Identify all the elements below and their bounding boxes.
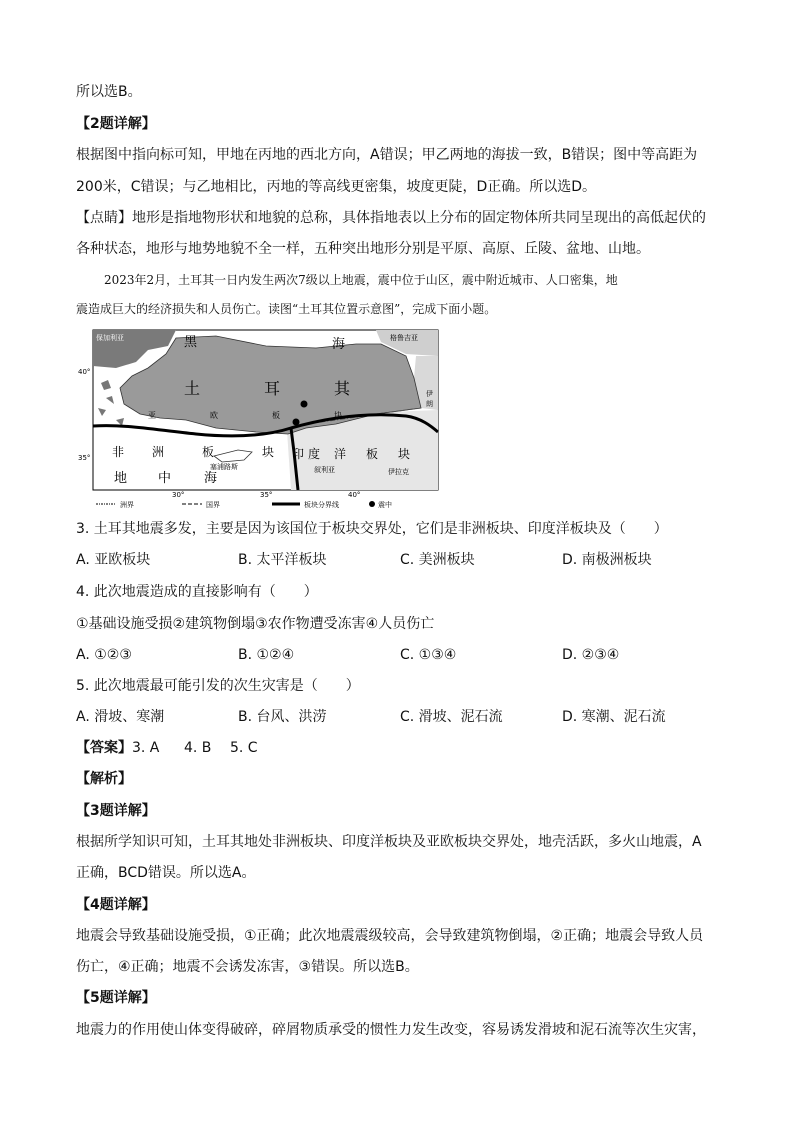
paragraph-line: 正确，BCD错误。所以选A。 (76, 865, 256, 881)
map-label-cyprus: 塞浦路斯 (210, 463, 238, 471)
legend-continent: 洲界 (120, 501, 134, 509)
lon-label-35: 35° (260, 491, 273, 499)
epicenter-marker (293, 419, 300, 426)
option-c: C. 滑坡、泥石流 (400, 709, 503, 725)
tip-paragraph: 【点睛】地形是指地物形状和地貌的总称，具体指地表以上分布的固定物体所共同呈现出的高低起伏的 (76, 210, 706, 226)
option-a: A. ①②③ (76, 647, 132, 663)
map-label-ya: 亚 (148, 411, 156, 420)
legend-border: 国界 (206, 501, 220, 509)
paragraph-line: 所以选B。 (76, 84, 142, 100)
section-heading: 【2题详解】 (76, 116, 156, 132)
map-label-georgia: 格鲁吉亚 (390, 334, 418, 342)
map-label-iran-1: 伊 (426, 390, 433, 398)
paragraph-line: 地震会导致基础设施受损，①正确；此次地震震级较高，会导致建筑物倒塌，②正确；地震会导致人员 (76, 928, 704, 944)
map-label-zhou: 洲 (152, 445, 165, 459)
map-label-fei: 非 (112, 445, 125, 459)
section-heading: 【3题详解】 (76, 803, 156, 819)
map-label-kuai: 块 (334, 411, 342, 420)
map-label-hai: 海 (204, 471, 218, 486)
map-label-du: 度 (308, 447, 321, 461)
map-label-ban2: 板 (202, 445, 215, 459)
lon-label-40: 40° (348, 491, 361, 499)
question-3: 3. 土耳其地震多发，主要是因为该国位于板块交界处，它们是非洲板块、印度洋板块及（ ） (76, 521, 668, 537)
map-legend (96, 500, 392, 509)
map-label-ban3: 板 (366, 447, 379, 461)
option-b: B. 太平洋板块 (238, 552, 327, 568)
paragraph-line: 根据图中指向标可知，甲地在丙地的西北方向，A错误；甲乙两地的海拔一致，B错误；图中等高距为 (76, 147, 698, 163)
map-label-er: 耳 (264, 379, 281, 398)
paragraph-line: 地震力的作用使山体变得破碎，碎屑物质承受的惯性力发生改变，容易诱发滑坡和泥石流等次生灾害， (76, 1022, 706, 1038)
map-label-iran-2: 朗 (426, 400, 433, 408)
paragraph-line: 根据所学知识可知，土耳其地处非洲板块、印度洋板块及亚欧板块交界处，地壳活跃，多火山地震，A (76, 834, 702, 850)
legend-epicenter: 震中 (378, 501, 392, 509)
map-label-kuai2: 块 (262, 445, 275, 459)
map-label-zhong: 中 (158, 471, 172, 486)
question-intro: 2023年2月，土耳其一日内发生两次7级以上地震，震中位于山区，震中附近城市、人口密集，地 (104, 273, 618, 287)
answer-3: 3. A (132, 740, 160, 756)
map-label-ban: 板 (272, 411, 280, 420)
answer-label: 【答案】 (76, 740, 132, 756)
map-label-kuai3: 块 (398, 447, 411, 461)
option-b: B. ①②④ (238, 647, 295, 663)
option-a: A. 滑坡、寒潮 (76, 709, 165, 725)
question-4: 4. 此次地震造成的直接影响有（ ） (76, 584, 318, 600)
map-label-black: 黑 (184, 335, 198, 350)
option-d: D. ②③④ (562, 647, 620, 663)
epicenter-marker (301, 401, 308, 408)
answer-4: 4. B (184, 740, 212, 756)
map-label-iraq: 伊拉克 (388, 468, 409, 476)
map-label-qi: 其 (334, 379, 351, 398)
analysis-label: 【解析】 (76, 771, 132, 787)
option-c: C. ①③④ (400, 647, 457, 663)
map-label-ou: 欧 (210, 411, 218, 420)
option-c: C. 美洲板块 (400, 552, 475, 568)
option-d: D. 南极洲板块 (562, 552, 652, 568)
question-4-items: ①基础设施受损②建筑物倒塌③农作物遭受冻害④人员伤亡 (76, 616, 435, 632)
section-heading: 【5题详解】 (76, 990, 156, 1006)
paragraph-line: 伤亡，④正确；地震不会诱发冻害，③错误。所以选B。 (76, 959, 419, 975)
option-d: D. 寒潮、泥石流 (562, 709, 666, 725)
map-label-di: 地 (114, 471, 128, 486)
legend-plate: 板块分界线 (304, 501, 339, 509)
map-label-sea: 海 (332, 337, 346, 352)
lat-label-35: 35° (78, 454, 91, 462)
answer-5: 5. C (230, 740, 258, 756)
map-label-syria: 叙利亚 (314, 466, 335, 474)
paragraph-line: 200米，C错误；与乙地相比，丙地的等高线更密集，坡度更陡，D正确。所以选D。 (76, 179, 597, 195)
map-label-tu: 土 (184, 379, 201, 398)
map-label-yin: 印 (292, 447, 305, 461)
section-heading: 【4题详解】 (76, 897, 156, 913)
question-intro: 震造成巨大的经济损失和人员伤亡。读图“土耳其位置示意图”，完成下面小题。 (76, 302, 497, 316)
map-label-bulgaria: 保加利亚 (96, 334, 124, 342)
question-5: 5. 此次地震最可能引发的次生灾害是（ ） (76, 678, 360, 694)
lon-label-30: 30° (172, 491, 185, 499)
option-a: A. 亚欧板块 (76, 552, 151, 568)
map-label-yang: 洋 (334, 447, 347, 461)
paragraph-line: 各种状态，地形与地势地貌不全一样，五种突出地形分别是平原、高原、丘陵、盆地、山地。 (76, 241, 650, 257)
turkey-location-map (76, 328, 442, 510)
option-b: B. 台风、洪涝 (238, 709, 327, 725)
lat-label-40: 40° (78, 368, 91, 376)
